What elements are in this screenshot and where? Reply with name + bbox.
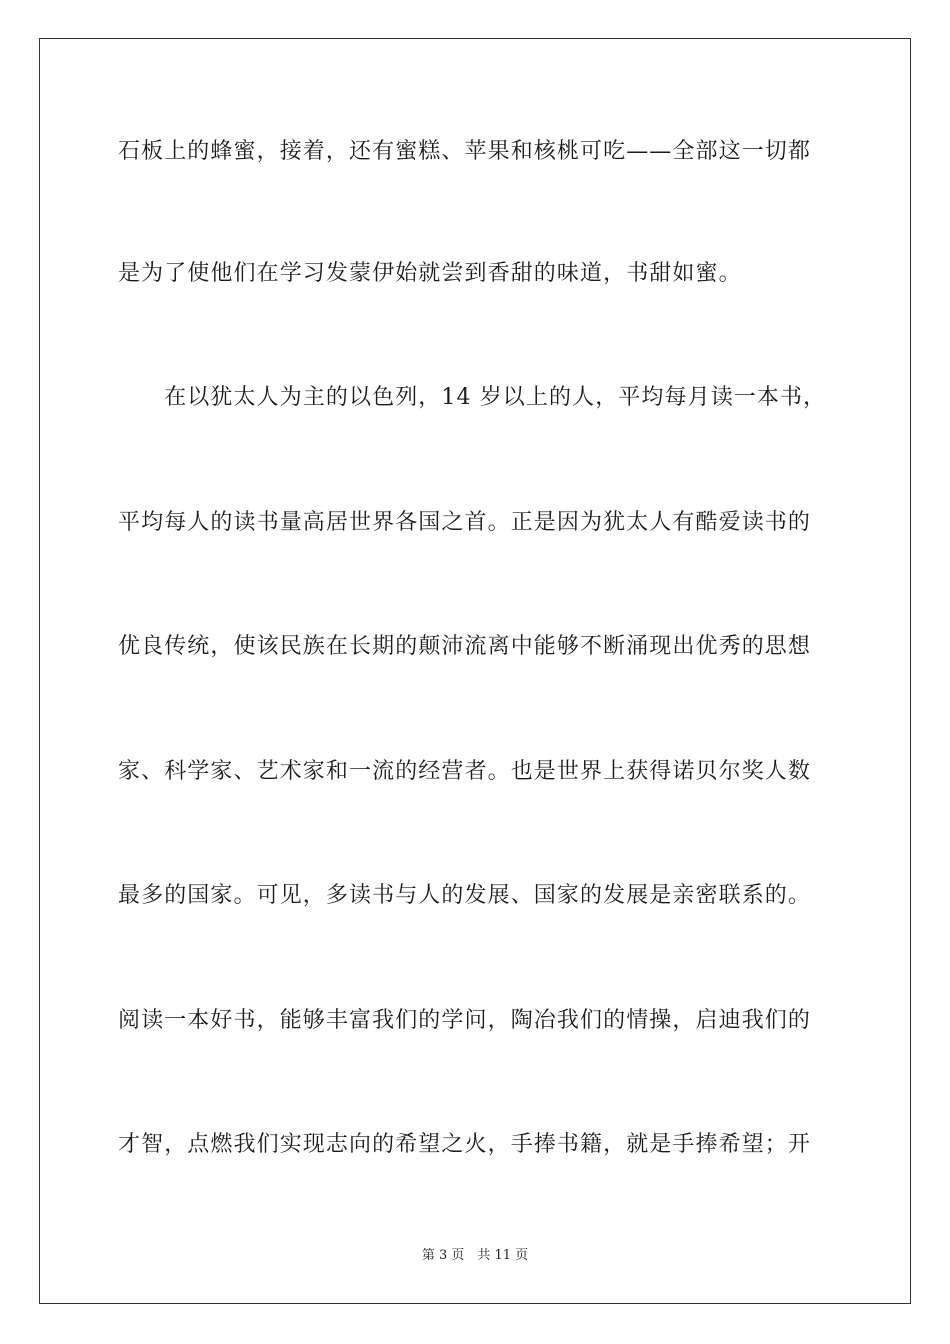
- paragraph-line-2: 是为了使他们在学习发蒙伊始就尝到香甜的味道，书甜如蜜。: [118, 261, 742, 286]
- paragraph-line-6: 家、科学家、艺术家和一流的经营者。也是世界上获得诺贝尔奖人数: [118, 759, 812, 784]
- paragraph-line-1: 石板上的蜂蜜，接着，还有蜜糕、苹果和核桃可吃——全部这一切都: [118, 139, 812, 164]
- page-footer: 第 3 页 共 11 页: [421, 1248, 529, 1263]
- paragraph-line-3: 在以犹太人为主的以色列，14 岁以上的人，平均每月读一本书，: [118, 385, 827, 410]
- page-border: [39, 38, 911, 1304]
- paragraph-line-8: 阅读一本好书，能够丰富我们的学问，陶冶我们的情操，启迪我们的: [118, 1008, 812, 1033]
- paragraph-line-7: 最多的国家。可见，多读书与人的发展、国家的发展是亲密联系的。: [118, 883, 812, 908]
- paragraph-line-4: 平均每人的读书量高居世界各国之首。正是因为犹太人有酷爱读书的: [118, 510, 812, 535]
- paragraph-line-5: 优良传统，使该民族在长期的颠沛流离中能够不断涌现出优秀的思想: [118, 634, 812, 659]
- paragraph-line-9: 才智，点燃我们实现志向的希望之火，手捧书籍，就是手捧希望；开: [118, 1132, 812, 1157]
